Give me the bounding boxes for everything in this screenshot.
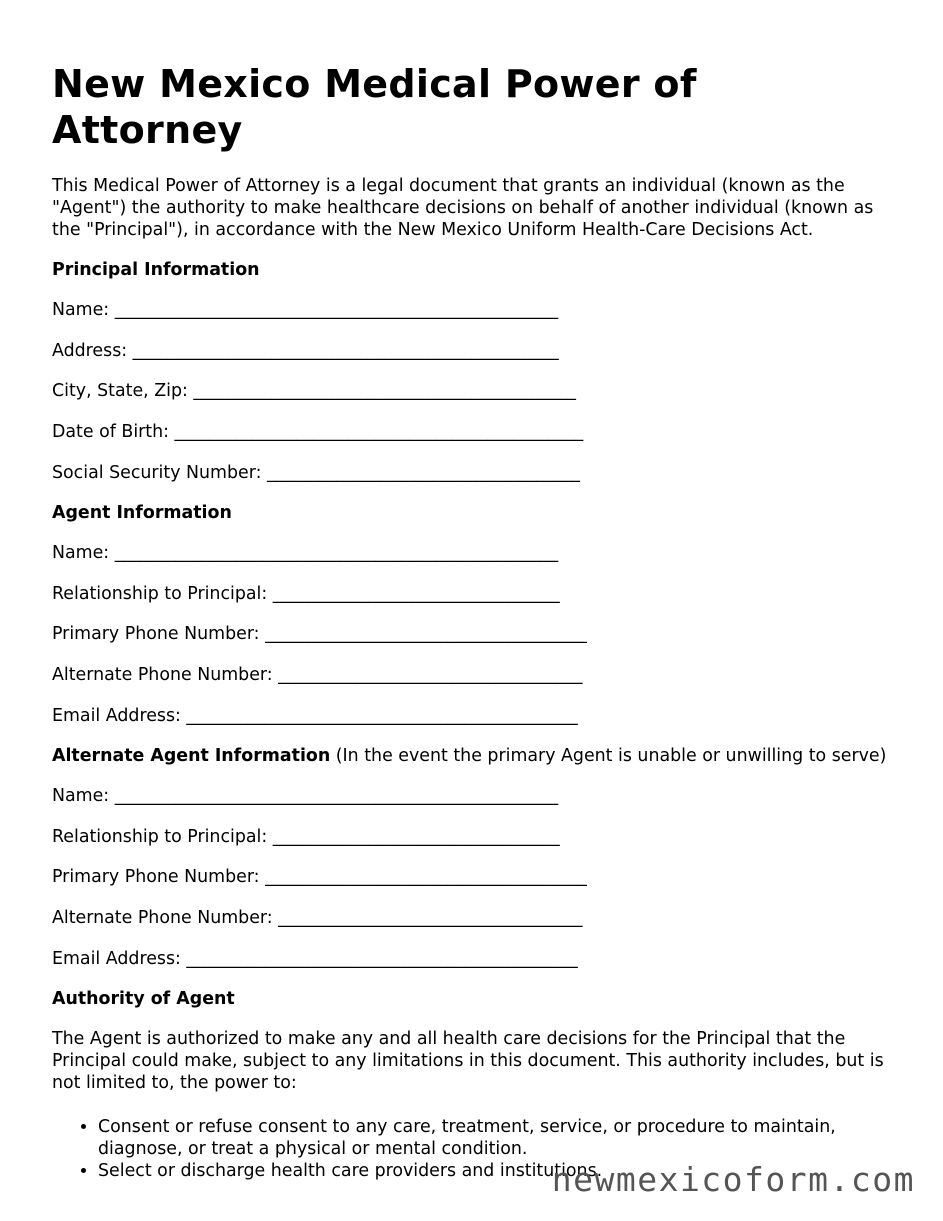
agent-relationship-field[interactable]: Relationship to Principal: _________________________________ xyxy=(52,583,560,604)
alternate-agent-name-field[interactable]: Name: ___________________________________________________ xyxy=(52,786,559,807)
intro-paragraph: This Medical Power of Attorney is a legal document that grants an individual (known as the "Agent") the authority to make healthcare decisions on behalf of another individual (known as the "Principal"), in accordance with the New Mexico Uniform Health-Care Decisions Act. xyxy=(52,176,874,241)
document-page xyxy=(52,62,897,1182)
list-item: • Consent or refuse consent to any care, treatment, service, or procedure to maintain, diagnose, or treat a physical or mental condition. xyxy=(98,1116,897,1160)
authority-section-heading: Authority of Agent xyxy=(52,989,235,1010)
principal-section-heading: Principal Information xyxy=(52,260,260,281)
agent-primary-phone-field[interactable]: Primary Phone Number: _____________________________________ xyxy=(52,624,587,645)
site-watermark: newmexicoform.com xyxy=(551,1160,915,1199)
alternate-agent-heading-label: Alternate Agent Information xyxy=(52,746,331,767)
alternate-agent-section-heading xyxy=(52,745,897,767)
alternate-agent-email-field[interactable]: Email Address: _____________________________________________ xyxy=(52,948,578,969)
principal-name-field[interactable]: Name: ___________________________________________________ xyxy=(52,300,559,321)
principal-ssn-field[interactable]: Social Security Number: ____________________________________ xyxy=(52,462,581,483)
agent-name-field[interactable]: Name: ___________________________________________________ xyxy=(52,543,559,564)
alternate-agent-alternate-phone-field[interactable]: Alternate Phone Number: ___________________________________ xyxy=(52,907,583,928)
principal-dob-field[interactable]: Date of Birth: _______________________________________________ xyxy=(52,421,584,442)
agent-section-heading: Agent Information xyxy=(52,503,232,524)
alternate-agent-primary-phone-field[interactable]: Primary Phone Number: _____________________________________ xyxy=(52,867,587,888)
agent-email-field[interactable]: Email Address: _____________________________________________ xyxy=(52,705,578,726)
document-title: New Mexico Medical Power of Attorney xyxy=(52,62,697,152)
authority-paragraph: The Agent is authorized to make any and all health care decisions for the Principal that the Principal could make, subject to any limitations in this document. This authority includes, but is not limited to, the power to: xyxy=(52,1029,884,1094)
alternate-agent-heading-note: (In the event the primary Agent is unable or unwilling to serve) xyxy=(330,746,887,767)
agent-alternate-phone-field[interactable]: Alternate Phone Number: ___________________________________ xyxy=(52,664,583,685)
principal-city-state-zip-field[interactable]: City, State, Zip: ____________________________________________ xyxy=(52,381,576,402)
alternate-agent-relationship-field[interactable]: Relationship to Principal: _________________________________ xyxy=(52,826,560,847)
principal-address-field[interactable]: Address: _________________________________________________ xyxy=(52,340,559,361)
list-item: • Select or discharge health care providers and institutions. xyxy=(98,1160,897,1182)
